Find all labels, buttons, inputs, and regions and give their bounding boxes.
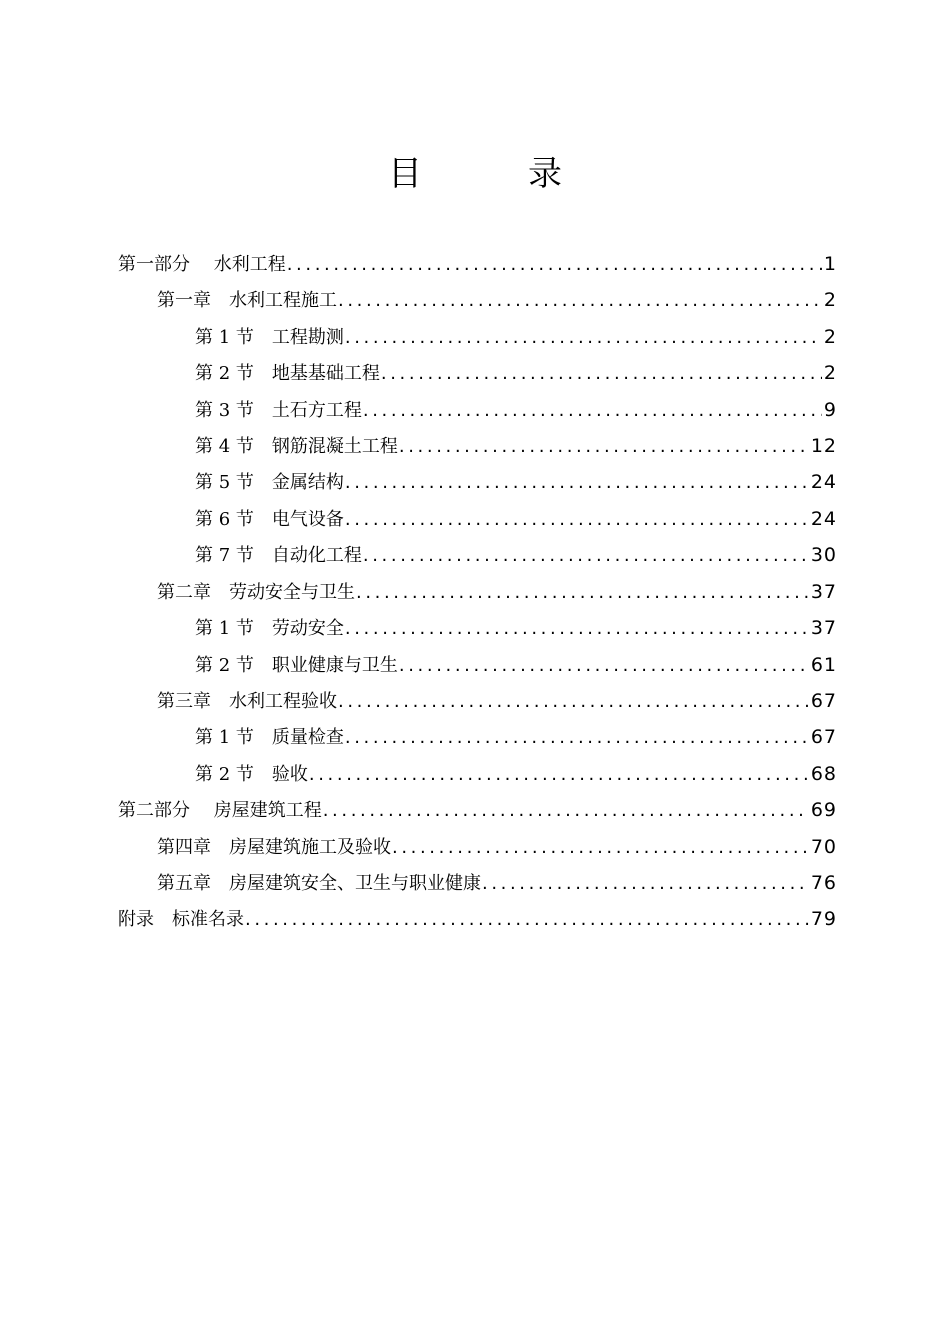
- toc-page-number: 70: [810, 836, 837, 858]
- toc-dot-leader: [481, 866, 809, 902]
- toc-page-number: 30: [810, 544, 837, 566]
- toc-page-number: 68: [810, 763, 837, 785]
- toc-dot-leader: [337, 684, 809, 720]
- toc-entry-section[interactable]: [195, 719, 837, 755]
- toc-dot-leader: [244, 902, 809, 938]
- toc-entry-label: 第 7 节 自动化工程: [195, 545, 362, 566]
- toc-page-number: 67: [810, 726, 837, 748]
- toc-entry-chapter-3[interactable]: [157, 683, 837, 719]
- toc-entry-label: 第 1 节 劳动安全: [195, 618, 344, 639]
- toc-page-number: 24: [810, 508, 837, 530]
- toc-entry-label: 第一章 水利工程施工: [157, 290, 337, 311]
- toc-entry-chapter-5[interactable]: [157, 865, 837, 901]
- toc-entry-section[interactable]: [195, 319, 837, 355]
- toc-entry-label: 第 3 节 土石方工程: [195, 400, 362, 421]
- toc-entry-label: 第二章 劳动安全与卫生: [157, 582, 355, 603]
- toc-dot-leader: [355, 575, 809, 611]
- toc-page-number: 2: [823, 362, 837, 384]
- toc-entry-label: 第 4 节 钢筋混凝土工程: [195, 436, 398, 457]
- toc-dot-leader: [344, 502, 809, 538]
- toc-page-number: 24: [810, 471, 837, 493]
- toc-entry-label: 第 1 节 质量检查: [195, 727, 344, 748]
- toc-entry-label: 第 1 节 工程勘测: [195, 327, 344, 348]
- toc-entry-label: 第 2 节 职业健康与卫生: [195, 655, 398, 676]
- toc-entry-section[interactable]: [195, 392, 837, 428]
- toc-entry-chapter-4[interactable]: [157, 829, 837, 865]
- toc-entry-label: 第四章 房屋建筑施工及验收: [157, 837, 391, 858]
- toc-dot-leader: [344, 611, 809, 647]
- toc-entry-label: 第 2 节 验收: [195, 764, 308, 785]
- toc-entry-label: 第 2 节 地基基础工程: [195, 363, 380, 384]
- toc-entry-section[interactable]: [195, 537, 837, 573]
- toc-dot-leader: [391, 830, 809, 866]
- toc-page-number: 37: [810, 581, 837, 603]
- toc-dot-leader: [380, 356, 822, 392]
- toc-dot-leader: [362, 393, 822, 429]
- toc-page-number: 12: [810, 435, 837, 457]
- toc-entry-label: 第二部分 房屋建筑工程: [118, 800, 322, 821]
- toc-dot-leader: [344, 465, 809, 501]
- toc-page-number: 1: [823, 253, 837, 275]
- toc-entry-section[interactable]: [195, 647, 837, 683]
- toc-entry-section[interactable]: [195, 355, 837, 391]
- toc-entry-section[interactable]: [195, 428, 837, 464]
- toc-entry-chapter-1[interactable]: [157, 282, 837, 318]
- toc-page-number: 2: [823, 326, 837, 348]
- toc-title: 目 录: [388, 154, 598, 194]
- toc-dot-leader: [362, 538, 809, 574]
- toc-page-number: 2: [823, 289, 837, 311]
- toc-entry-label: 第五章 房屋建筑安全、卫生与职业健康: [157, 873, 481, 894]
- toc-dot-leader: [337, 283, 822, 319]
- toc-dot-leader: [322, 793, 809, 829]
- toc-page-number: 61: [810, 654, 837, 676]
- toc-page-number: 76: [810, 872, 837, 894]
- toc-dot-leader: [344, 320, 822, 356]
- toc-dot-leader: [398, 429, 809, 465]
- toc-entry-appendix[interactable]: [118, 901, 837, 937]
- toc-entry-label: 附录 标准名录: [118, 909, 244, 930]
- toc-entry-label: 第一部分 水利工程: [118, 254, 286, 275]
- toc-dot-leader: [286, 247, 822, 283]
- toc-entry-label: 第 5 节 金属结构: [195, 472, 344, 493]
- toc-entry-section[interactable]: [195, 464, 837, 500]
- toc-entry-section[interactable]: [195, 756, 837, 792]
- toc-entry-part-1[interactable]: [118, 246, 837, 282]
- toc-entry-chapter-2[interactable]: [157, 574, 837, 610]
- toc-dot-leader: [344, 720, 809, 756]
- toc-page-number: 67: [810, 690, 837, 712]
- toc-entry-section[interactable]: [195, 501, 837, 537]
- toc-entry-section[interactable]: [195, 610, 837, 646]
- toc-entry-label: 第 6 节 电气设备: [195, 509, 344, 530]
- toc-page-number: 9: [823, 399, 837, 421]
- toc-page-number: 69: [810, 799, 837, 821]
- toc-dot-leader: [308, 757, 809, 793]
- toc-page-number: 79: [810, 908, 837, 930]
- toc-page-number: 37: [810, 617, 837, 639]
- toc-entry-label: 第三章 水利工程验收: [157, 691, 337, 712]
- toc-dot-leader: [398, 648, 809, 684]
- toc-entry-part-2[interactable]: [118, 792, 837, 828]
